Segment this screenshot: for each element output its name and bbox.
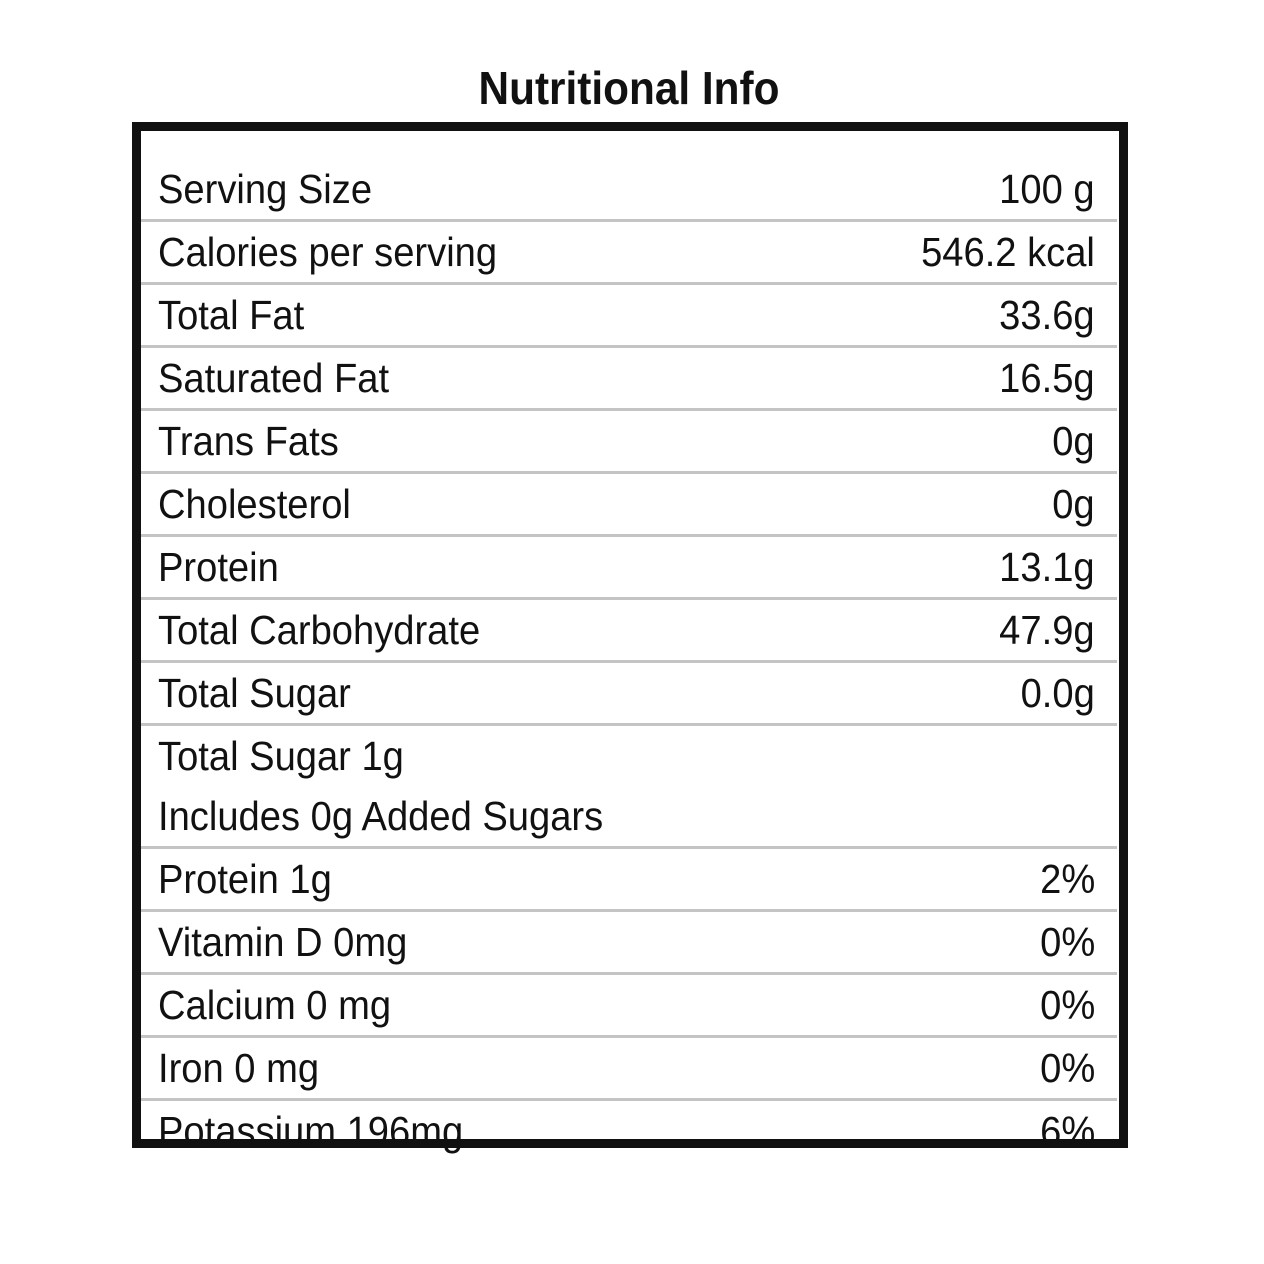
row-iron — [141, 1038, 1117, 1101]
row-value: 0.0g — [1020, 670, 1095, 716]
row-calories — [141, 222, 1117, 285]
row-label: Cholesterol — [158, 481, 351, 527]
row-potassium — [141, 1101, 1117, 1161]
row-label: Protein 1g — [158, 856, 332, 902]
row-label: Trans Fats — [158, 418, 339, 464]
row-label: Iron 0 mg — [158, 1045, 320, 1091]
row-label: Total Sugar 1g — [158, 733, 404, 779]
row-serving-size — [141, 159, 1117, 222]
row-label: Protein — [158, 544, 279, 590]
row-value: 0% — [1039, 919, 1095, 965]
row-protein-dv — [141, 849, 1117, 912]
row-value: 13.1g — [999, 544, 1095, 590]
row-label: Potassium 196mg — [158, 1108, 464, 1154]
row-protein — [141, 537, 1117, 600]
row-label: Calcium 0 mg — [158, 982, 392, 1028]
row-total-fat — [141, 285, 1117, 348]
row-value: 0g — [1052, 418, 1095, 464]
row-value: 0g — [1052, 481, 1095, 527]
row-value: 2% — [1039, 856, 1095, 902]
row-total-sugar — [141, 663, 1117, 726]
row-calcium — [141, 975, 1117, 1038]
row-trans-fats — [141, 411, 1117, 474]
row-label: Calories per serving — [158, 229, 498, 275]
row-value: 33.6g — [999, 292, 1095, 338]
row-value: 0% — [1039, 982, 1095, 1028]
row-cholesterol — [141, 474, 1117, 537]
row-vitamin-d — [141, 912, 1117, 975]
row-total-carbohydrate — [141, 600, 1117, 663]
row-value: 16.5g — [999, 355, 1095, 401]
row-label: Total Fat — [158, 292, 305, 338]
row-saturated-fat — [141, 348, 1117, 411]
row-sublabel: Includes 0g Added Sugars — [158, 793, 604, 839]
row-value: 47.9g — [999, 607, 1095, 653]
nutrition-table — [132, 122, 1128, 1154]
row-label: Total Sugar — [158, 670, 351, 716]
row-total-sugar-added — [141, 726, 1117, 849]
nutrition-rows — [141, 159, 1117, 1161]
row-label: Saturated Fat — [158, 355, 390, 401]
row-label: Vitamin D 0mg — [158, 919, 408, 965]
row-value: 0% — [1039, 1045, 1095, 1091]
row-value: 6% — [1039, 1108, 1095, 1154]
row-value: 100 g — [999, 166, 1095, 212]
row-value: 546.2 kcal — [921, 229, 1095, 275]
page-title: Nutritional Info — [478, 62, 780, 114]
row-label: Total Carbohydrate — [158, 607, 481, 653]
row-label: Serving Size — [158, 166, 373, 212]
